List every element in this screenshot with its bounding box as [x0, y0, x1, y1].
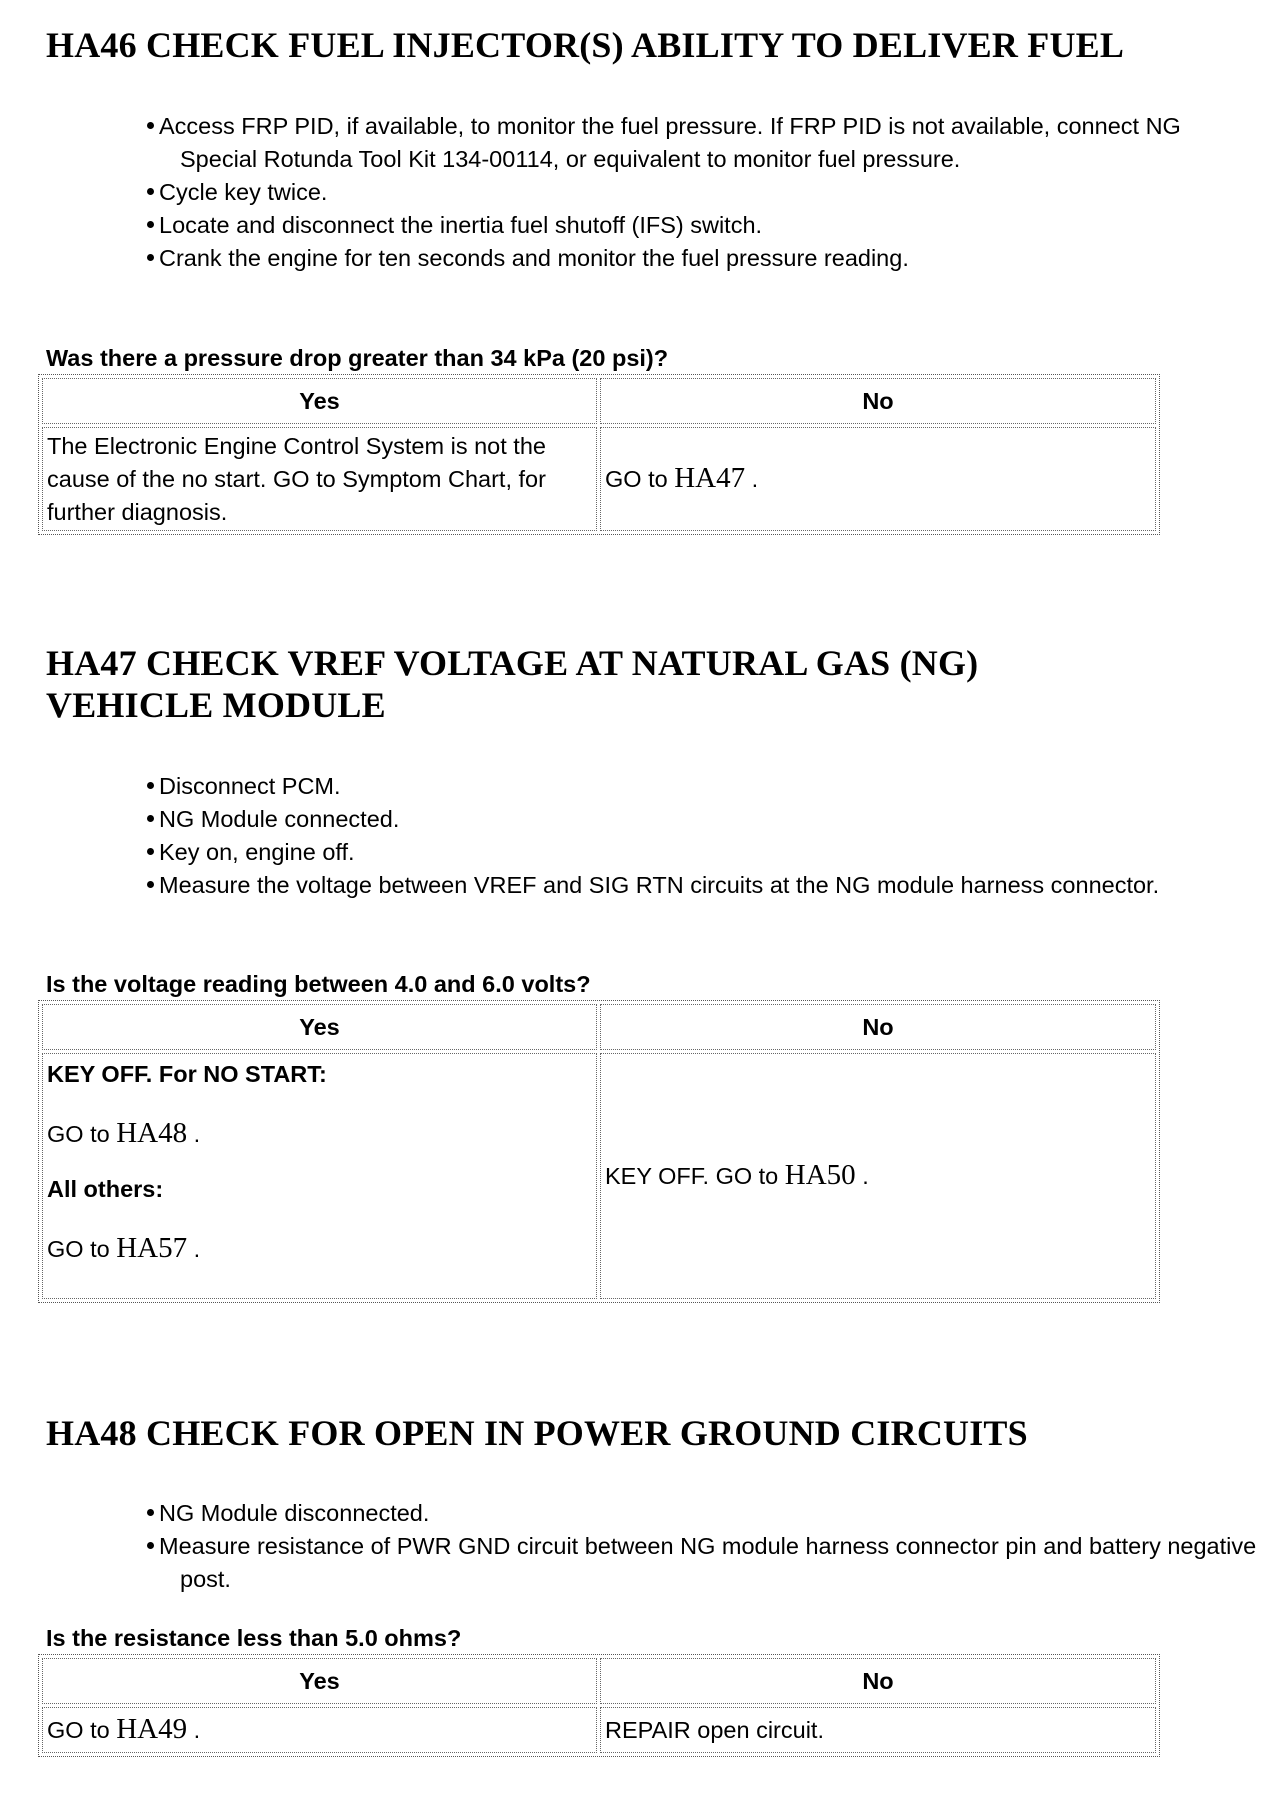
- bullet-icon: [147, 782, 154, 789]
- bullet-icon: [147, 815, 154, 822]
- list-item: Key on, engine off.: [46, 836, 1236, 869]
- step-link[interactable]: HA48: [116, 1117, 188, 1149]
- bullet-icon: [147, 1542, 154, 1549]
- list-item: Cycle key twice.: [46, 176, 1236, 209]
- bullet-list: [46, 1497, 1261, 1596]
- step-title: HA46 CHECK FUEL INJECTOR(S) ABILITY TO DELIVER FUEL: [46, 25, 1125, 65]
- list-item: Crank the engine for ten seconds and monitor the fuel pressure reading.: [46, 242, 1236, 275]
- bullet-icon: [147, 254, 154, 261]
- cell-goto: GO to HA48 .: [47, 1117, 201, 1149]
- section-ha46: [46, 24, 1236, 66]
- list-item: Disconnect PCM.: [46, 770, 1236, 803]
- no-header: No: [600, 1658, 1156, 1704]
- yes-cell: The Electronic Engine Control System is not the cause of the no start. GO to Symptom Chart, for further diagnosis.: [42, 427, 597, 531]
- step-title: HA47 CHECK VREF VOLTAGE AT NATURAL GAS (NG) VEHICLE MODULE: [46, 643, 979, 725]
- question-text: Is the resistance less than 5.0 ohms?: [46, 1625, 462, 1651]
- yes-cell: [42, 1053, 597, 1299]
- no-cell: REPAIR open circuit.: [600, 1707, 1156, 1753]
- list-item: Measure the voltage between VREF and SIG RTN circuits at the NG module harness connector.: [46, 869, 1236, 902]
- step-link[interactable]: HA50: [784, 1159, 856, 1191]
- answer-table: [38, 1000, 1160, 1303]
- bullet-icon: [147, 122, 154, 129]
- step-link[interactable]: HA57: [116, 1232, 188, 1264]
- bullet-icon: [147, 188, 154, 195]
- yes-header: Yes: [42, 1658, 597, 1704]
- bullet-icon: [147, 881, 154, 888]
- section-ha47: [46, 642, 1236, 726]
- cell-label: KEY OFF. For NO START:: [47, 1061, 327, 1087]
- cell-goto: GO to HA57 .: [47, 1232, 201, 1264]
- bullet-list: [46, 110, 1236, 275]
- yes-header: Yes: [42, 378, 597, 424]
- yes-cell: GO to HA49 .: [42, 1707, 597, 1753]
- question-text: Is the voltage reading between 4.0 and 6.0 volts?: [46, 971, 591, 997]
- no-header: No: [600, 1004, 1156, 1050]
- question-text: Was there a pressure drop greater than 34 kPa (20 psi)?: [46, 345, 669, 371]
- section-ha48: [46, 1412, 1236, 1454]
- no-header: No: [600, 378, 1156, 424]
- list-item: Access FRP PID, if available, to monitor the fuel pressure. If FRP PID is not available, connect NG Special Rotunda Tool Kit 134-00114, or equivalent to monitor fuel pressure.: [46, 110, 1236, 176]
- bullet-icon: [147, 1509, 154, 1516]
- list-item: NG Module disconnected.: [46, 1497, 1261, 1530]
- no-cell: KEY OFF. GO to HA50 .: [600, 1053, 1156, 1299]
- list-item: NG Module connected.: [46, 803, 1236, 836]
- cell-label: All others:: [47, 1176, 164, 1202]
- answer-table: [38, 1654, 1160, 1757]
- list-item: Measure resistance of PWR GND circuit between NG module harness connector pin and battery negative post.: [46, 1530, 1261, 1596]
- step-title: HA48 CHECK FOR OPEN IN POWER GROUND CIRCUITS: [46, 1413, 1028, 1453]
- question-block: [46, 970, 1236, 998]
- no-cell: GO to HA47 .: [600, 427, 1156, 531]
- yes-header: Yes: [42, 1004, 597, 1050]
- answer-table: [38, 374, 1160, 535]
- bullet-icon: [147, 221, 154, 228]
- question-block: [46, 1624, 1236, 1652]
- list-item: Locate and disconnect the inertia fuel shutoff (IFS) switch.: [46, 209, 1236, 242]
- bullet-icon: [147, 848, 154, 855]
- bullet-list: [46, 770, 1236, 902]
- step-link[interactable]: HA47: [674, 462, 746, 494]
- question-block: [46, 344, 1236, 372]
- step-link[interactable]: HA49: [116, 1713, 188, 1745]
